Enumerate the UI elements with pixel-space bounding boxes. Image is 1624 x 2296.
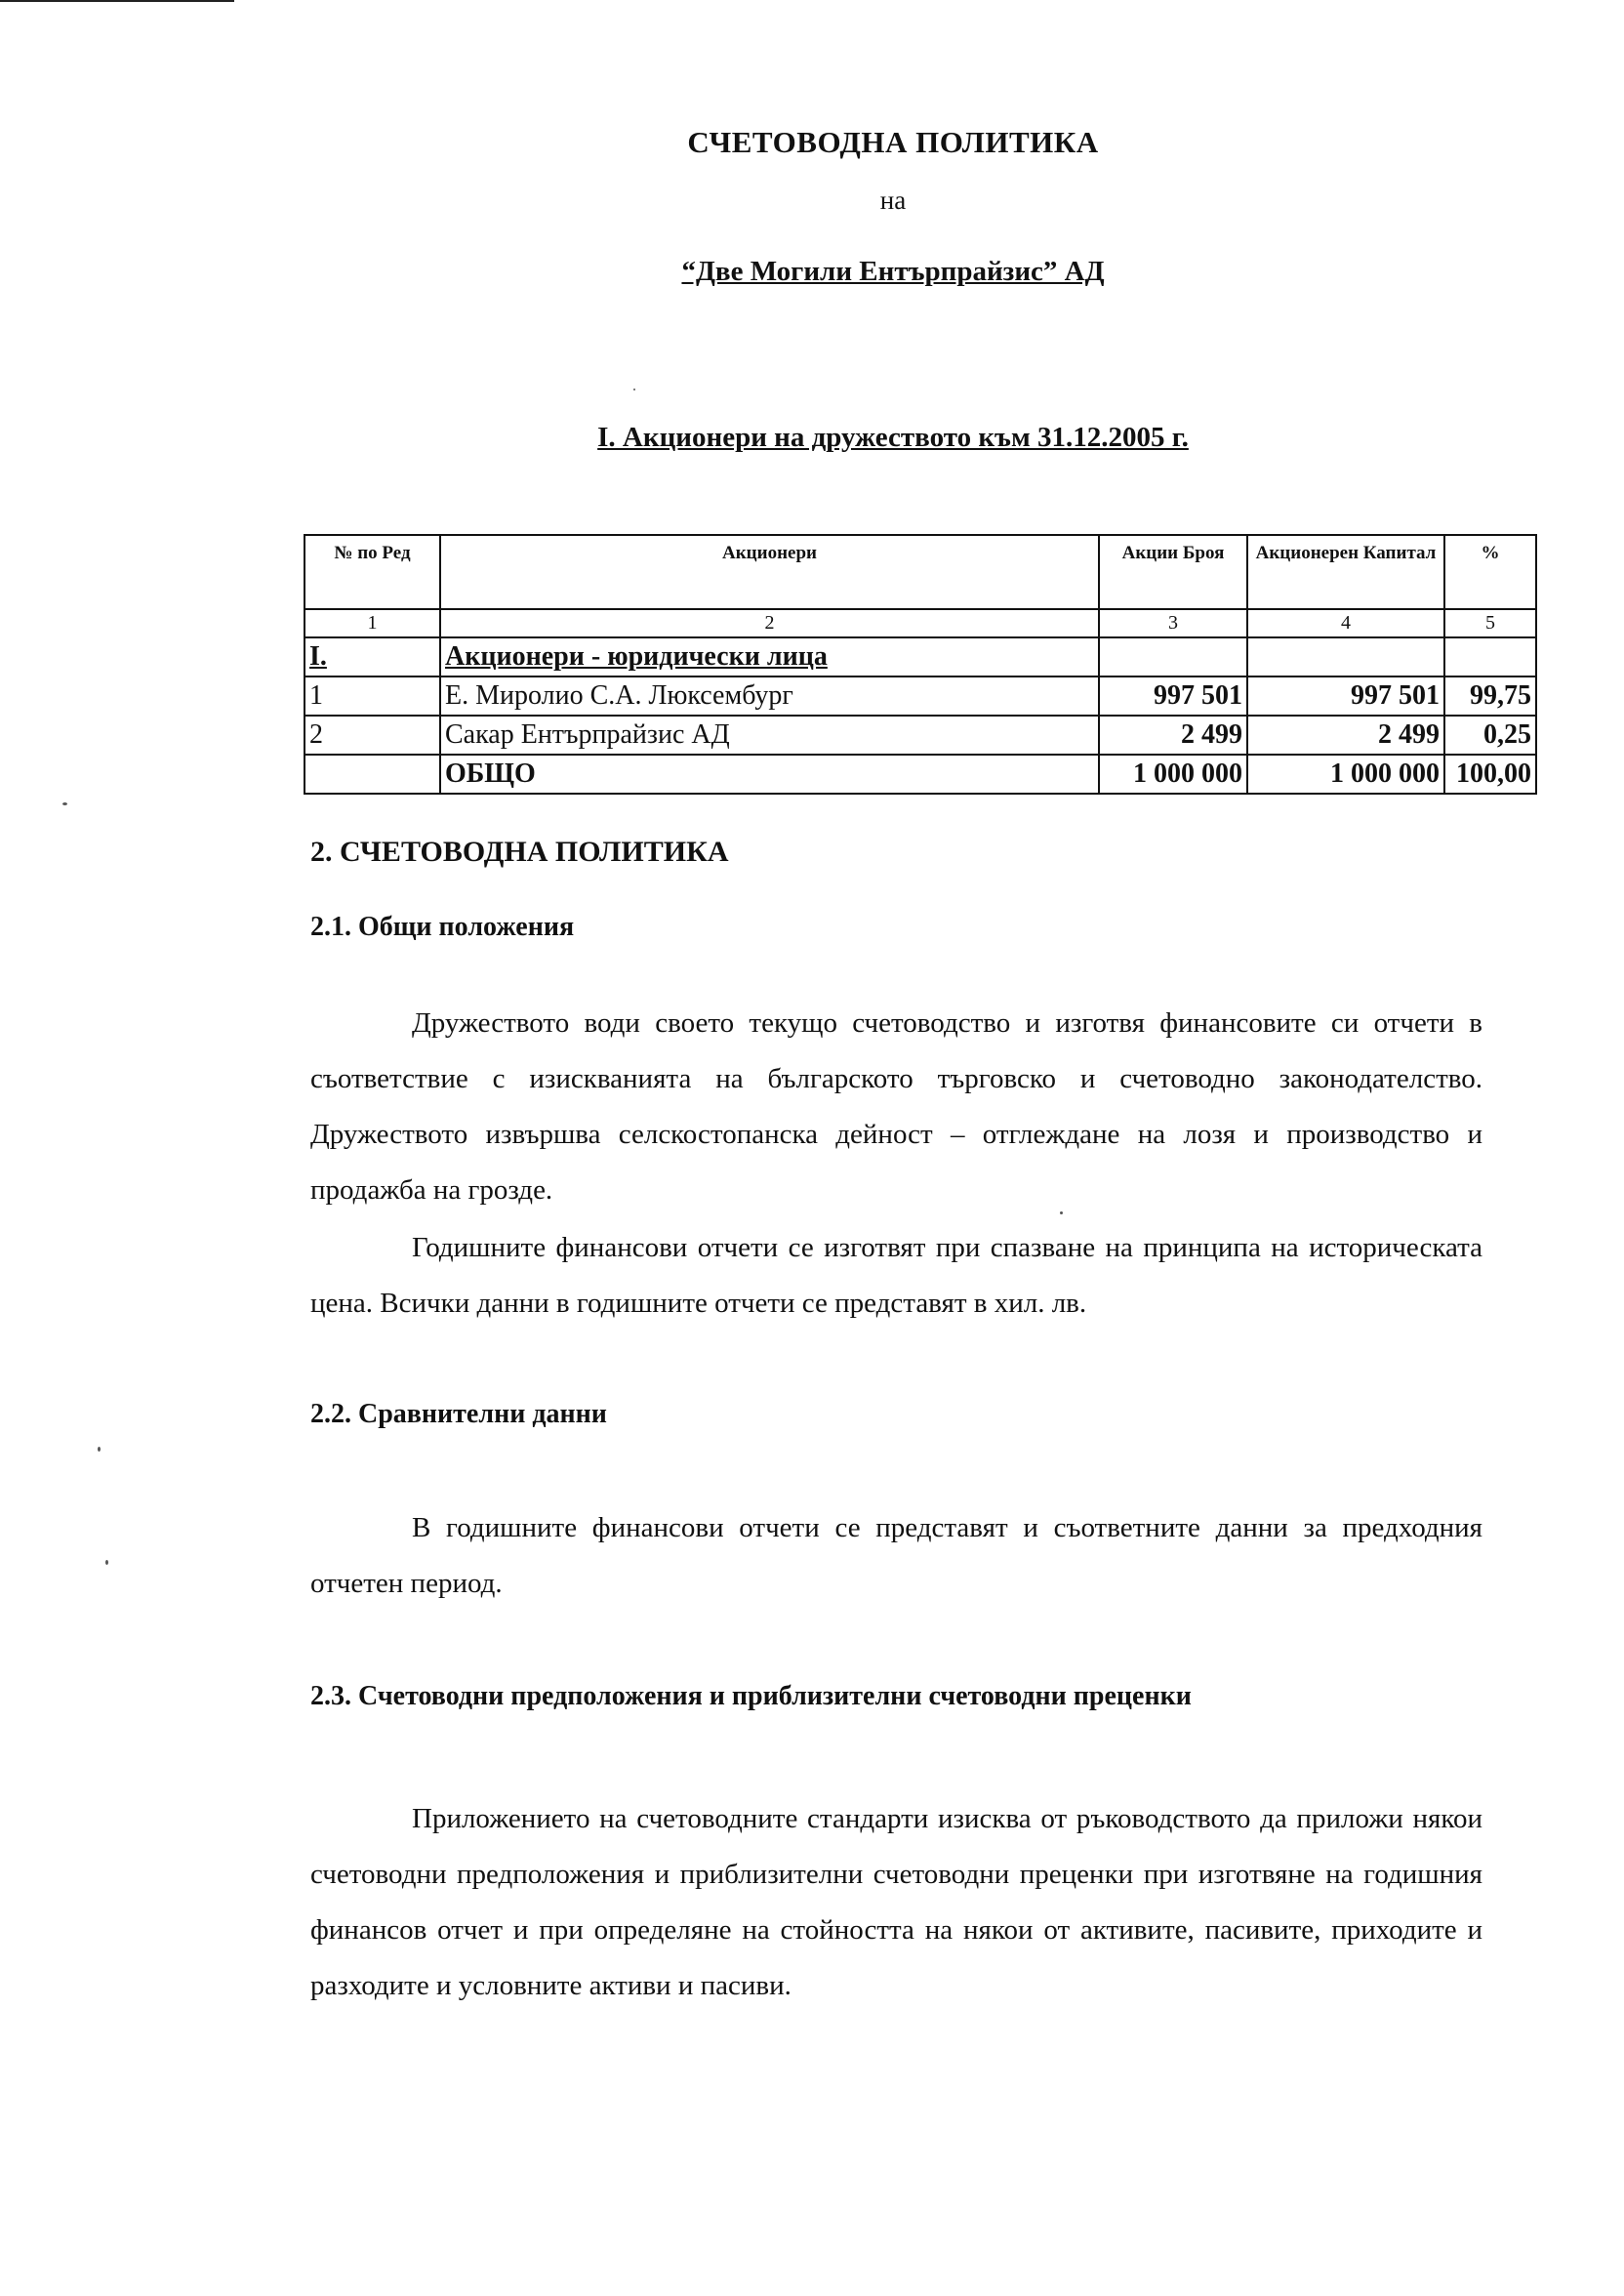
table-row xyxy=(304,676,1536,716)
empty-cell xyxy=(304,755,440,794)
shares-count: 2 499 xyxy=(1099,716,1247,755)
document-title: СЧЕТОВОДНА ПОЛИТИКА xyxy=(687,125,1099,159)
total-percent: 100,00 xyxy=(1444,755,1536,794)
paragraph-2-1-b: Годишните финансови отчети се изготвят при спазване на принципа на историческата цена. Всички данни в годишните отчети се представят в хил. лв. xyxy=(310,1232,1482,1319)
row-number: 2 xyxy=(304,716,440,755)
col-number: 5 xyxy=(1444,609,1536,637)
table-row xyxy=(304,716,1536,755)
share-percent: 99,75 xyxy=(1444,676,1536,716)
share-capital: 997 501 xyxy=(1247,676,1444,716)
scan-speck xyxy=(98,1447,101,1452)
group-number: I. xyxy=(304,637,440,676)
col-header-no: № по Ред xyxy=(304,535,440,609)
col-header-shareholders: Акционери xyxy=(440,535,1099,609)
col-header-percent: % xyxy=(1444,535,1536,609)
col-number: 2 xyxy=(440,609,1099,637)
paragraph-2-2: В годишните финансови отчети се представят и съответните данни за предходния отчетен период. xyxy=(310,1512,1482,1599)
shareholders-table xyxy=(304,534,1537,795)
subsection-2-2-heading: 2.2. Сравнителни данни xyxy=(310,1399,607,1429)
table-header-row xyxy=(304,535,1536,609)
col-header-capital: Акционерен Капитал xyxy=(1247,535,1444,609)
company-name: “Две Могили Ентърпрайзис” АД xyxy=(681,256,1105,287)
subsection-2-1-heading: 2.1. Общи положения xyxy=(310,912,575,942)
paragraph-2-3: Приложението на счетоводните стандарти изисква от ръководството да приложи някои счетоводни предположения и приблизителни счетоводни преценки при изготвяне на годишния финансов отчет и при определяне на стойността на някои от активите, пасивите, приходите и разходите и условните активи и пасиви. xyxy=(310,1803,1482,2001)
scan-speck xyxy=(633,389,635,390)
total-label: ОБЩО xyxy=(440,755,1099,794)
total-row xyxy=(304,755,1536,794)
column-number-row xyxy=(304,609,1536,637)
empty-cell xyxy=(1247,637,1444,676)
col-number: 1 xyxy=(304,609,440,637)
shareholder-name: Е. Миролио С.А. Люксембург xyxy=(440,676,1099,716)
group-name: Акционери - юридически лица xyxy=(440,637,1099,676)
section1-heading: I. Акционери на дружеството към 31.12.2005 г. xyxy=(597,422,1189,453)
section2-heading: 2. СЧЕТОВОДНА ПОЛИТИКА xyxy=(310,836,729,868)
empty-cell xyxy=(1099,637,1247,676)
scan-edge-line xyxy=(0,0,234,2)
title-preposition: на xyxy=(879,185,907,215)
paragraph-2-1-a: Дружеството води своето текущо счетоводство и изготвя финансовите си отчети в съответствие с изискванията на българското търговско и счетоводно законодателство. Дружеството извършва селскостопанска дейност – отглеждане на лозя и производство и продажба на грозде. xyxy=(310,1007,1482,1206)
scan-speck xyxy=(1060,1211,1063,1214)
subsection-2-3-heading: 2.3. Счетоводни предположения и приблизителни счетоводни преценки xyxy=(310,1681,1192,1711)
total-capital: 1 000 000 xyxy=(1247,755,1444,794)
share-capital: 2 499 xyxy=(1247,716,1444,755)
scan-speck xyxy=(62,802,67,805)
col-number: 3 xyxy=(1099,609,1247,637)
share-percent: 0,25 xyxy=(1444,716,1536,755)
col-number: 4 xyxy=(1247,609,1444,637)
group-row xyxy=(304,637,1536,676)
shareholder-name: Сакар Ентърпрайзис АД xyxy=(440,716,1099,755)
row-number: 1 xyxy=(304,676,440,716)
empty-cell xyxy=(1444,637,1536,676)
scan-speck xyxy=(105,1560,108,1565)
shares-count: 997 501 xyxy=(1099,676,1247,716)
col-header-shares: Акции Броя xyxy=(1099,535,1247,609)
total-shares: 1 000 000 xyxy=(1099,755,1247,794)
